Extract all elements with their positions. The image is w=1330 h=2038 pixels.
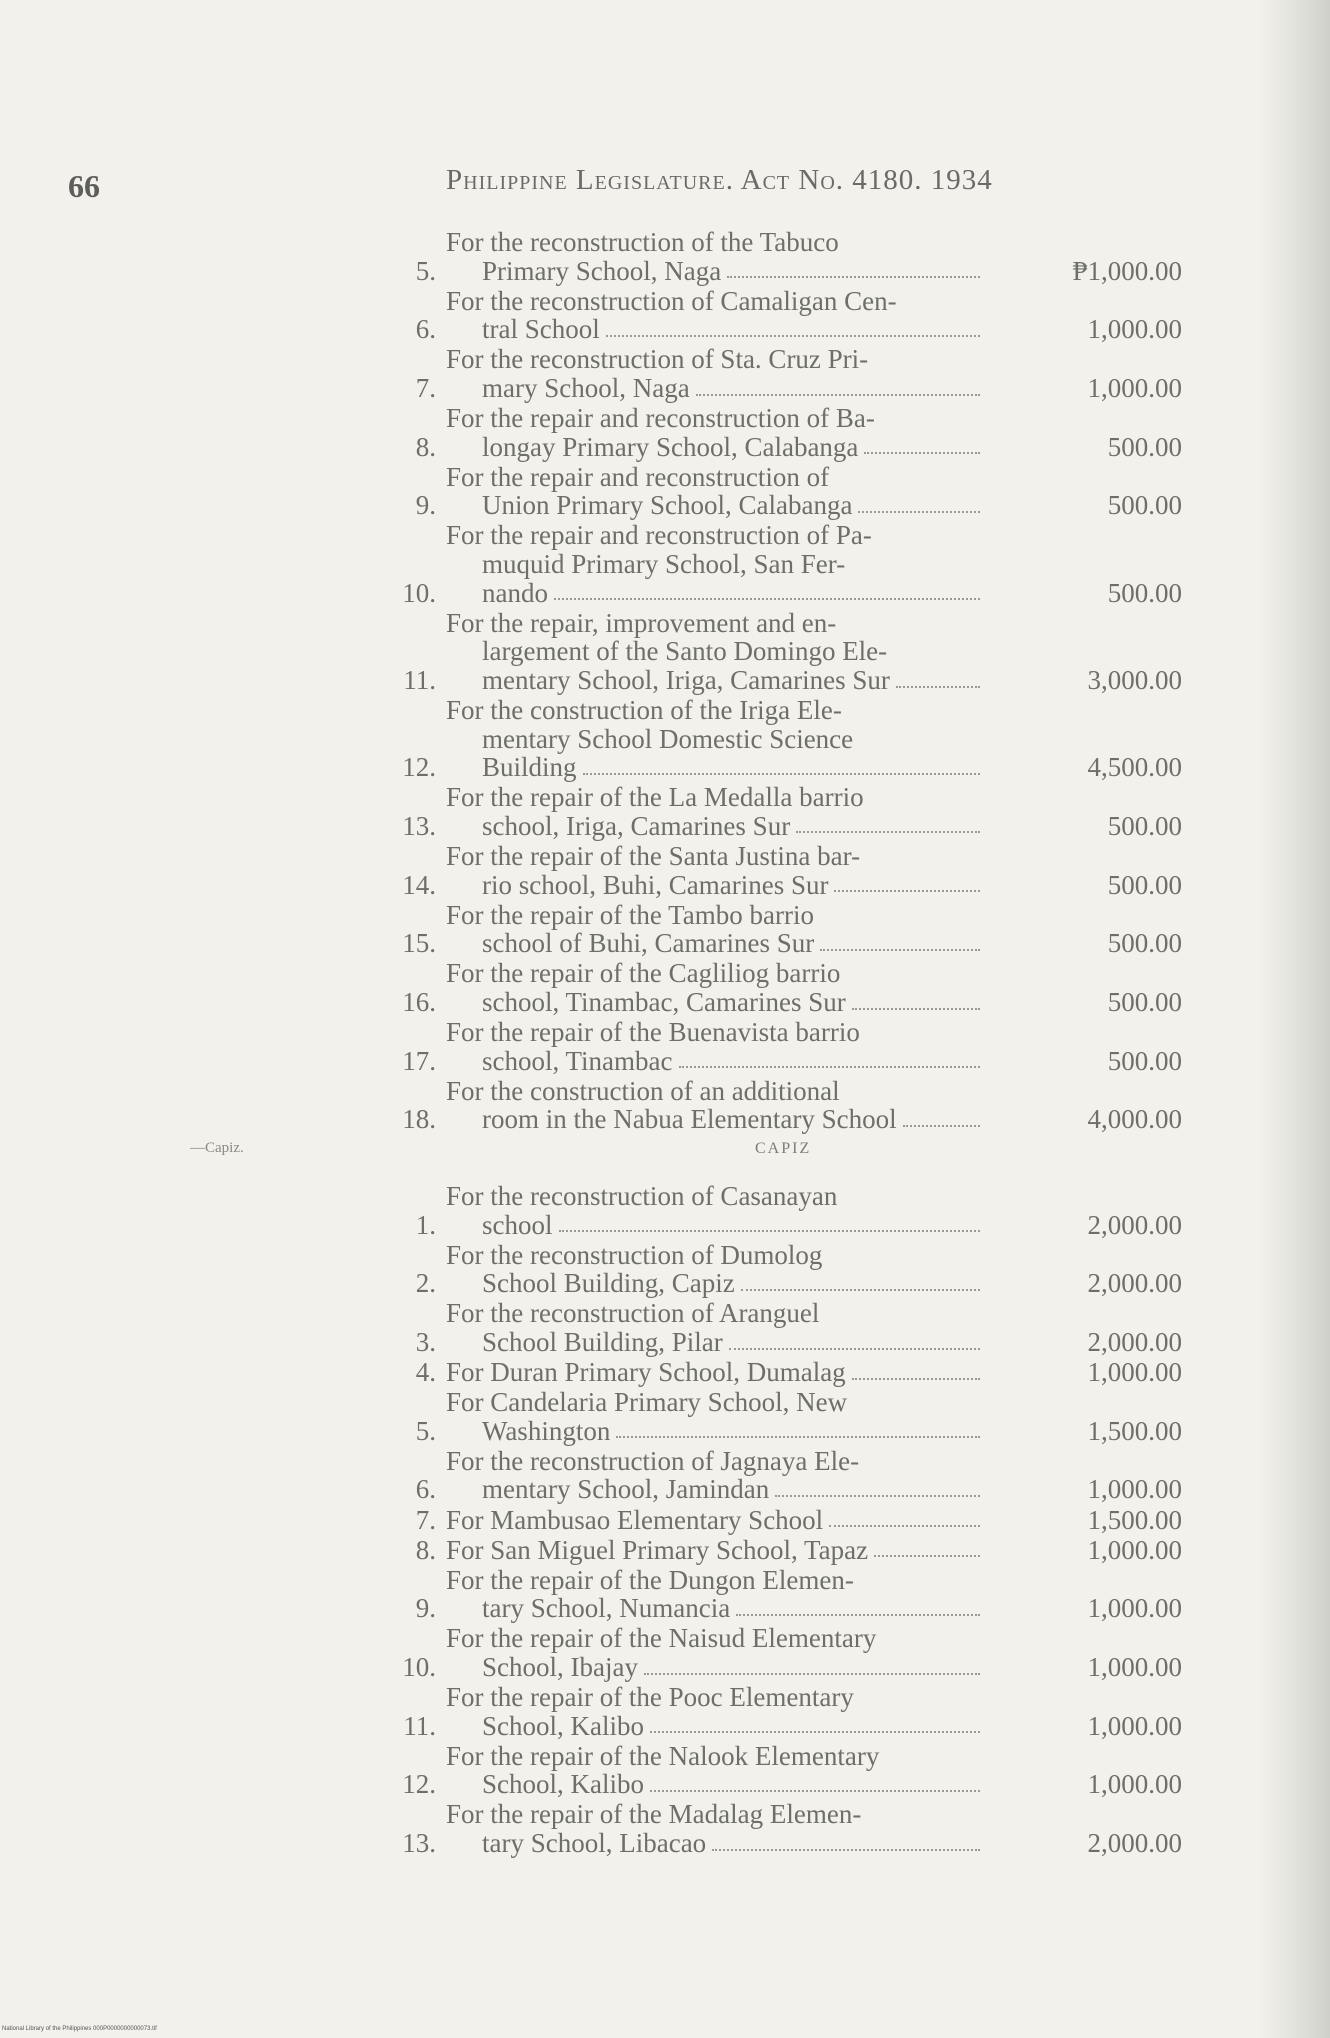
item-amount: 500.00 [1107, 1045, 1182, 1076]
line-item [380, 1077, 1200, 1134]
dot-leader [741, 1269, 980, 1291]
item-amount: 500.00 [1107, 431, 1182, 462]
description-line: For the repair of the Pooc Elementary [446, 1682, 854, 1713]
item-number: 11. [403, 1710, 436, 1741]
line-item [380, 404, 1200, 461]
dot-leader [864, 433, 980, 455]
item-description [446, 345, 982, 402]
dot-leader [616, 1417, 980, 1439]
line-item [380, 609, 1200, 695]
item-number: 16. [402, 986, 436, 1017]
description-line: School Building, Capiz [482, 1268, 735, 1299]
dot-leader [834, 871, 980, 893]
item-description [446, 842, 982, 899]
item-amount: 1,000.00 [1087, 1710, 1182, 1741]
dot-leader [554, 579, 980, 601]
description-line: school, Tinambac [482, 1045, 673, 1076]
item-description [446, 404, 982, 461]
description-line: For the repair, improvement and en- [446, 607, 837, 638]
item-amount: 1,500.00 [1087, 1415, 1182, 1446]
item-number: 11. [403, 664, 436, 695]
item-amount: 2,000.00 [1087, 1268, 1182, 1299]
description-line: School, Kalibo [482, 1710, 644, 1741]
dot-leader [727, 257, 980, 279]
dot-leader [583, 753, 980, 775]
description-line: For the construction of an additional [446, 1075, 840, 1106]
item-number: 9. [415, 1593, 436, 1624]
line-item [380, 521, 1200, 607]
description-line: School, Ibajay [482, 1652, 638, 1682]
item-description [446, 1742, 982, 1799]
line-item [380, 1566, 1200, 1623]
description-line: For the construction of the Iriga Ele- [446, 695, 842, 725]
description-line: For the repair and reconstruction of [446, 461, 830, 492]
line-item [380, 842, 1200, 899]
item-description [446, 228, 982, 285]
item-amount: 4,000.00 [1087, 1104, 1182, 1135]
item-description [446, 783, 982, 840]
dot-leader [775, 1475, 980, 1497]
dot-leader [679, 1047, 980, 1069]
description-line: For Duran Primary School, Dumalag [446, 1357, 846, 1388]
description-line: For the repair of the La Medalla barrio [446, 782, 864, 813]
description-line: Building [482, 752, 577, 783]
item-amount: 500.00 [1107, 869, 1182, 900]
description-line: nando [482, 577, 548, 608]
item-amount: 500.00 [1107, 577, 1182, 608]
item-description [446, 901, 982, 958]
dot-leader [874, 1536, 980, 1558]
line-item [380, 1683, 1200, 1740]
line-item [380, 1018, 1200, 1075]
description-line: For the repair and reconstruction of Pa- [446, 520, 872, 551]
description-line: For Candelaria Primary School, New [446, 1387, 848, 1418]
page-number: 66 [68, 168, 100, 204]
item-amount: 500.00 [1107, 986, 1182, 1017]
dot-leader [903, 1105, 980, 1127]
item-description [446, 1018, 982, 1075]
description-line: For San Miguel Primary School, Tapaz [446, 1534, 869, 1565]
description-line: school of Buhi, Camarines Sur [482, 928, 815, 959]
dot-leader [852, 1358, 980, 1380]
description-line: school, Iriga, Camarines Sur [482, 810, 791, 841]
item-amount: ₱1,000.00 [1072, 255, 1182, 286]
item-amount: 500.00 [1107, 810, 1182, 841]
appropriation-list-camarines-sur [380, 228, 1200, 1135]
item-number: 12. [402, 752, 436, 783]
item-description [446, 463, 982, 520]
dot-leader [650, 1712, 980, 1734]
line-item [380, 901, 1200, 958]
item-number: 18. [402, 1104, 436, 1135]
dot-leader [796, 812, 980, 834]
item-description [446, 1800, 982, 1857]
item-number: 12. [402, 1769, 436, 1800]
item-amount: 4,500.00 [1087, 752, 1182, 783]
line-item [380, 783, 1200, 840]
description-line: For the repair of the Tambo barrio [446, 899, 814, 930]
item-amount: 2,000.00 [1087, 1209, 1182, 1240]
item-description [446, 1536, 982, 1565]
description-line: For the reconstruction of Dumolog [446, 1239, 823, 1270]
description-line: mentary School, Iriga, Camarines Sur [482, 664, 890, 695]
line-item [380, 1624, 1200, 1681]
description-line: For the reconstruction of the Tabuco [446, 227, 839, 257]
description-line: room in the Nabua Elementary School [482, 1104, 897, 1135]
item-description [446, 1077, 982, 1134]
line-item [380, 1742, 1200, 1799]
line-item [380, 696, 1200, 782]
item-amount: 1,000.00 [1087, 1357, 1182, 1388]
description-line: For the reconstruction of Camaligan Cen- [446, 285, 897, 316]
item-description [446, 1182, 982, 1239]
item-amount: 500.00 [1107, 490, 1182, 521]
item-number: 7. [415, 1504, 436, 1535]
item-amount: 1,000.00 [1087, 372, 1182, 403]
description-line: For the repair of the Cagliliog barrio [446, 958, 841, 989]
description-line: Washington [482, 1415, 611, 1446]
description-line: largement of the Santo Domingo Ele- [482, 636, 888, 667]
dot-leader [650, 1770, 980, 1792]
dot-leader [606, 315, 980, 337]
item-amount: 1,000.00 [1087, 1769, 1182, 1800]
item-description [446, 1299, 982, 1356]
description-line: tral School [482, 314, 600, 345]
line-item [380, 1800, 1200, 1857]
item-number: 8. [415, 1534, 436, 1565]
item-amount: 1,000.00 [1087, 1652, 1182, 1682]
item-number: 4. [415, 1357, 436, 1388]
item-amount: 500.00 [1107, 928, 1182, 959]
description-line: school, Tinambac, Camarines Sur [482, 986, 846, 1017]
item-number: 14. [402, 869, 436, 900]
line-item [380, 287, 1200, 344]
section-heading-capiz: CAPIZ [755, 1140, 812, 1157]
description-line: For the repair of the Naisud Elementary [446, 1623, 877, 1654]
line-item [380, 1241, 1200, 1298]
dot-leader [696, 374, 980, 396]
dot-leader [559, 1211, 981, 1233]
item-number: 3. [415, 1326, 436, 1357]
line-item [380, 1536, 1200, 1565]
item-number: 7. [415, 372, 436, 403]
item-amount: 3,000.00 [1087, 664, 1182, 695]
item-description [446, 1683, 982, 1740]
item-number: 15. [402, 928, 436, 959]
item-description [446, 1506, 982, 1535]
item-description [446, 1388, 982, 1445]
description-line: rio school, Buhi, Camarines Sur [482, 869, 829, 900]
dot-leader [736, 1594, 980, 1616]
description-line: muquid Primary School, San Fer- [482, 549, 846, 580]
line-item [380, 1388, 1200, 1445]
item-description [446, 521, 982, 607]
description-line: school [482, 1209, 553, 1240]
item-description [446, 1566, 982, 1623]
line-item [380, 463, 1200, 520]
description-line: For the repair of the Buenavista barrio [446, 1017, 860, 1048]
description-line: For the repair of the Dungon Elemen- [446, 1564, 854, 1595]
scan-stamp: National Library of the Philippines 000P0000000000073.tif [2, 2026, 157, 2032]
line-item [380, 345, 1200, 402]
item-amount: 2,000.00 [1087, 1828, 1182, 1859]
description-line: School Building, Pilar [482, 1326, 723, 1357]
dot-leader [858, 491, 980, 513]
running-head: Philippine Legislature. Act No. 4180. 1934 [446, 164, 993, 196]
description-line: School, Kalibo [482, 1769, 644, 1800]
description-line: For the reconstruction of Aranguel [446, 1298, 820, 1329]
item-number: 13. [402, 1828, 436, 1859]
description-line: longay Primary School, Calabanga [482, 431, 859, 462]
description-line: mary School, Naga [482, 372, 690, 403]
item-number: 13. [402, 810, 436, 841]
dot-leader [729, 1328, 980, 1350]
description-line: For the repair of the Santa Justina bar- [446, 840, 861, 871]
item-description [446, 287, 982, 344]
item-number: 5. [415, 255, 436, 286]
item-description [446, 959, 982, 1016]
item-number: 8. [415, 431, 436, 462]
margin-note: —Capiz. [190, 1140, 244, 1156]
item-amount: 1,000.00 [1087, 1593, 1182, 1624]
description-line: For the reconstruction of Casanayan [446, 1181, 838, 1211]
description-line: tary School, Numancia [482, 1593, 731, 1624]
line-item [380, 1358, 1200, 1387]
item-number: 10. [402, 577, 436, 608]
dot-leader [852, 988, 980, 1010]
dot-leader [829, 1506, 980, 1528]
item-description [446, 1624, 982, 1681]
line-item [380, 1299, 1200, 1356]
item-amount: 2,000.00 [1087, 1326, 1182, 1357]
item-amount: 1,000.00 [1087, 1474, 1182, 1505]
description-line: For the repair and reconstruction of Ba- [446, 403, 875, 434]
line-item [380, 1182, 1200, 1239]
item-number: 1. [415, 1209, 436, 1240]
item-amount: 1,000.00 [1087, 314, 1182, 345]
item-number: 5. [415, 1415, 436, 1446]
description-line: tary School, Libacao [482, 1828, 707, 1859]
dot-leader [712, 1829, 980, 1851]
dot-leader [896, 666, 980, 688]
description-line: For the reconstruction of Jagnaya Ele- [446, 1445, 860, 1476]
item-description [446, 1447, 982, 1504]
dot-leader [644, 1653, 980, 1675]
description-line: mentary School, Jamindan [482, 1474, 770, 1505]
item-number: 6. [415, 314, 436, 345]
item-description [446, 696, 982, 782]
item-description [446, 609, 982, 695]
item-number: 9. [415, 490, 436, 521]
dot-leader [820, 929, 980, 951]
page-edge-shadow [1260, 0, 1330, 2038]
line-item [380, 1506, 1200, 1535]
item-description [446, 1241, 982, 1298]
description-line: Union Primary School, Calabanga [482, 490, 853, 521]
item-number: 6. [415, 1474, 436, 1505]
line-item [380, 228, 1200, 285]
item-description [446, 1358, 982, 1387]
appropriation-list-capiz [380, 1182, 1200, 1859]
line-item [380, 1447, 1200, 1504]
description-line: For the repair of the Madalag Elemen- [446, 1799, 862, 1830]
item-amount: 1,500.00 [1087, 1504, 1182, 1535]
description-line: For the reconstruction of Sta. Cruz Pri- [446, 344, 869, 375]
line-item [380, 959, 1200, 1016]
item-number: 2. [415, 1268, 436, 1299]
item-amount: 1,000.00 [1087, 1534, 1182, 1565]
description-line: Primary School, Naga [482, 255, 722, 286]
description-line: mentary School Domestic Science [482, 723, 854, 754]
description-line: For the repair of the Nalook Elementary [446, 1740, 880, 1771]
description-line: For Mambusao Elementary School [446, 1504, 824, 1535]
item-number: 10. [402, 1652, 436, 1682]
item-number: 17. [402, 1045, 436, 1076]
